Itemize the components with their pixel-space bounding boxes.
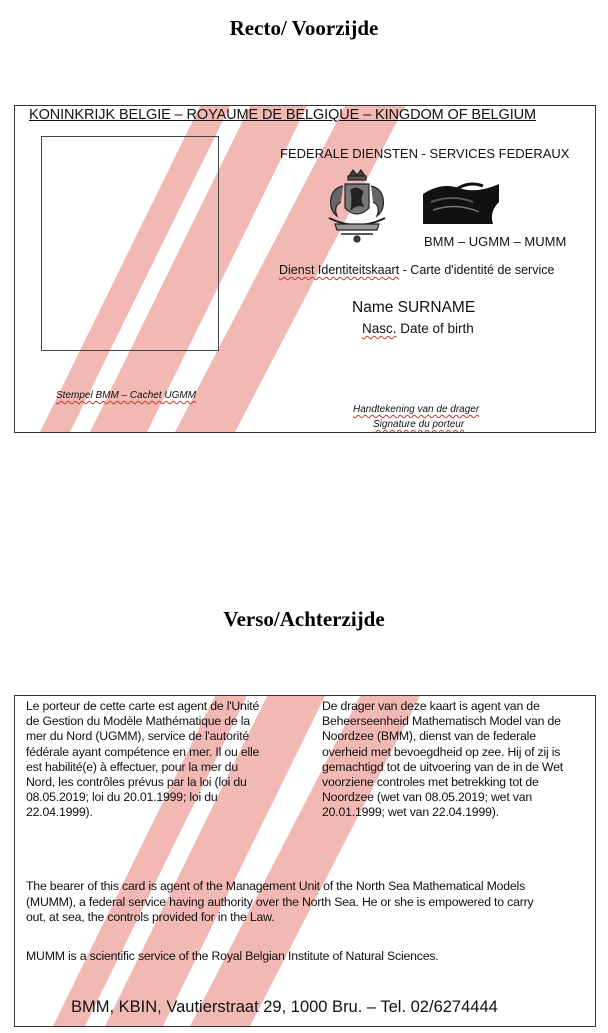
text-line: Beheerseenheid Mathematisch Model van de — [322, 714, 561, 729]
text-line: est habilité(e) à effectuer, pour la mer du — [26, 759, 238, 774]
text-line: The bearer of this card is agent of the Management Unit of the North Sea Mathematical Models — [26, 879, 526, 893]
text-line: 22.04.1999). — [26, 805, 93, 820]
signature-label-nl: Handtekening van de drager — [353, 404, 480, 415]
mumm-note: MUMM is a scientific service of the Royal Belgian Institute of Natural Sciences. — [26, 949, 439, 963]
english-paragraph — [26, 879, 584, 926]
kingdom-title: KONINKRIJK BELGIE – ROYAUME DE BELGIQUE – KINGDOM OF BELGIUM — [29, 107, 536, 123]
text-line: de Gestion du Modèle Mathématique de la — [26, 714, 250, 729]
text-line: 20.01.1999; wet van 22.04.1999). — [322, 805, 499, 820]
organisation-abbreviations: BMM – UGMM – MUMM — [424, 234, 567, 249]
photo-placeholder — [41, 136, 219, 351]
back-heading: Verso/Achterzijde — [223, 607, 385, 631]
front-heading: Recto/ Voorzijde — [229, 16, 379, 40]
card-type-rest: - Carte d'identité de service — [399, 263, 555, 277]
date-of-birth-label — [362, 321, 474, 336]
wave-logo-icon — [423, 172, 499, 224]
text-line: overheid met bevoegdheid op zee. Hij of zij is — [322, 744, 561, 759]
contact-footer: BMM, KBIN, Vautierstraat 29, 1000 Bru. – Tel. 02/6274444 — [71, 998, 498, 1016]
text-line: Noordzee (BMM), dienst van de federale — [322, 729, 536, 744]
text-line: voorziene controles met betrekking tot de — [322, 775, 539, 790]
text-line: Noordzee (wet van 08.05.2019; wet van — [322, 790, 532, 805]
federal-services-label: FEDERALE DIENSTEN - SERVICES FEDERAUX — [280, 146, 570, 161]
card-back — [14, 695, 596, 1027]
text-line: out, at sea, the controls provided for in the Law. — [26, 910, 275, 925]
card-front — [14, 105, 596, 433]
dob-label: Date of birth — [396, 321, 474, 336]
stamp-label: Stempel BMM – Cachet UGMM — [56, 390, 197, 401]
text-line: fédérale ayant compétence en mer. Il ou elle — [26, 744, 260, 759]
signature-label-fr: Signature du porteur — [373, 419, 465, 430]
text-line: (MUMM), a federal service having authority over the North Sea. He or she is empowered to carry — [26, 894, 534, 909]
french-paragraph — [26, 699, 284, 821]
text-line: gemachtigd tot de uitvoering van de in de Wet — [322, 759, 563, 774]
dob-prefix: Nasc. — [362, 321, 397, 336]
text-line: 08.05.2019; loi du 20.01.1999; loi du — [26, 790, 218, 805]
holder-name: Name SURNAME — [352, 299, 476, 316]
card-type-nl: Dienst Identiteitskaart — [279, 263, 400, 277]
coat-of-arms-icon — [321, 166, 393, 246]
dutch-paragraph — [322, 699, 580, 821]
text-line: mer du Nord (UGMM), service de l'autorité — [26, 729, 250, 744]
card-type-label — [279, 263, 554, 277]
text-line: De drager van deze kaart is agent van de — [322, 699, 540, 713]
text-line: Nord, les contrôles prévus par la loi (loi du — [26, 775, 247, 790]
text-line: Le porteur de cette carte est agent de l'Unité — [26, 699, 260, 713]
